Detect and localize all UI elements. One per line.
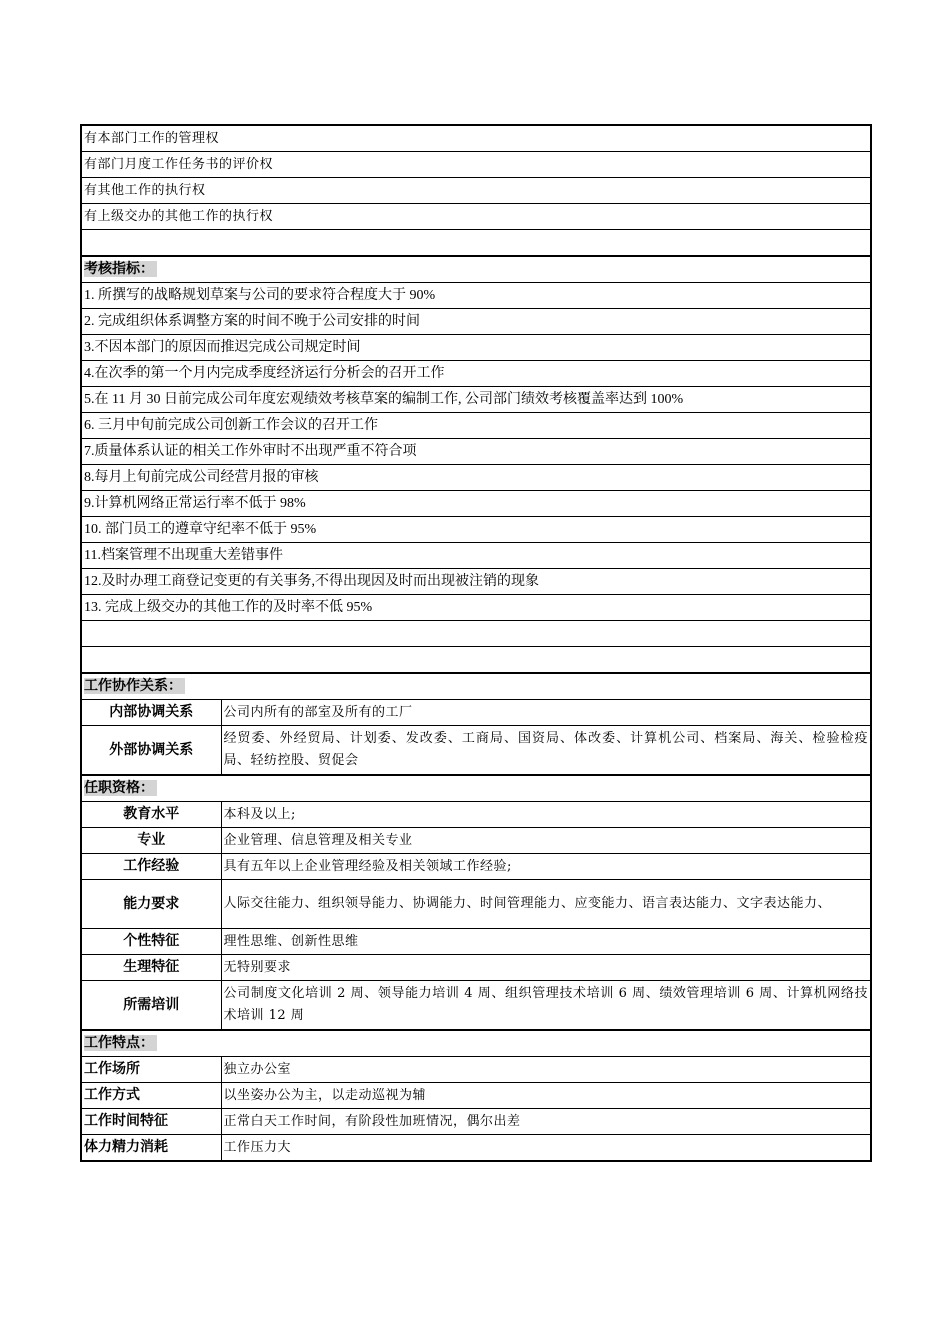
field-label: 能力要求 bbox=[81, 880, 221, 929]
rights-row bbox=[81, 204, 871, 230]
field-value: 本科及以上; bbox=[221, 802, 871, 828]
kpi-row bbox=[81, 413, 871, 439]
qualification-row bbox=[81, 854, 871, 880]
qualification-row bbox=[81, 981, 871, 1031]
kpi-item: 2. 完成组织体系调整方案的时间不晚于公司安排的时间 bbox=[81, 309, 871, 335]
kpi-item: 10. 部门员工的遵章守纪率不低于 95% bbox=[81, 517, 871, 543]
cooperation-row bbox=[81, 700, 871, 726]
right-item: 有其他工作的执行权 bbox=[81, 178, 871, 204]
features-row bbox=[81, 1057, 871, 1083]
qualification-row bbox=[81, 802, 871, 828]
cooperation-section-title-text: 工作协作关系： bbox=[84, 678, 185, 694]
features-section-title bbox=[81, 1030, 871, 1057]
field-value: 企业管理、信息管理及相关专业 bbox=[221, 828, 871, 854]
field-value: 无特别要求 bbox=[221, 955, 871, 981]
rights-row bbox=[81, 178, 871, 204]
field-label: 教育水平 bbox=[81, 802, 221, 828]
blank-cell bbox=[81, 230, 871, 257]
kpi-row bbox=[81, 543, 871, 569]
blank-cell bbox=[81, 647, 871, 674]
field-label: 专业 bbox=[81, 828, 221, 854]
kpi-row bbox=[81, 517, 871, 543]
rights-row bbox=[81, 125, 871, 152]
field-value: 独立办公室 bbox=[221, 1057, 871, 1083]
cooperation-section-title bbox=[81, 673, 871, 700]
kpi-row bbox=[81, 465, 871, 491]
kpi-item: 6. 三月中旬前完成公司创新工作会议的召开工作 bbox=[81, 413, 871, 439]
qualification-row bbox=[81, 880, 871, 929]
kpi-item: 11.档案管理不出现重大差错事件 bbox=[81, 543, 871, 569]
field-value: 公司制度文化培训 2 周、领导能力培训 4 周、组织管理技术培训 6 周、绩效管理培训 6 周、计算机网络技术培训 12 周 bbox=[221, 981, 871, 1031]
blank-cell bbox=[81, 621, 871, 647]
field-label: 生理特征 bbox=[81, 955, 221, 981]
field-value: 人际交往能力、组织领导能力、协调能力、时间管理能力、应变能力、语言表达能力、文字表达能力、 bbox=[221, 880, 871, 929]
kpi-row bbox=[81, 595, 871, 621]
kpi-row bbox=[81, 335, 871, 361]
section-header-row bbox=[81, 1030, 871, 1057]
field-value: 正常白天工作时间，有阶段性加班情况，偶尔出差 bbox=[221, 1109, 871, 1135]
field-value: 工作压力大 bbox=[221, 1135, 871, 1162]
kpi-item: 7.质量体系认证的相关工作外审时不出现严重不符合项 bbox=[81, 439, 871, 465]
field-value: 公司内所有的部室及所有的工厂 bbox=[221, 700, 871, 726]
field-label: 个性特征 bbox=[81, 929, 221, 955]
job-description-sheet bbox=[80, 124, 870, 1162]
field-label: 外部协调关系 bbox=[81, 726, 221, 776]
field-label: 工作经验 bbox=[81, 854, 221, 880]
blank-row bbox=[81, 621, 871, 647]
kpi-item: 9.计算机网络正常运行率不低于 98% bbox=[81, 491, 871, 517]
kpi-row bbox=[81, 309, 871, 335]
kpi-item: 13. 完成上级交办的其他工作的及时率不低 95% bbox=[81, 595, 871, 621]
blank-row bbox=[81, 230, 871, 257]
kpi-row bbox=[81, 387, 871, 413]
job-description-table bbox=[80, 124, 872, 1162]
kpi-section-title bbox=[81, 256, 871, 283]
kpi-item: 12.及时办理工商登记变更的有关事务,不得出现因及时而出现被注销的现象 bbox=[81, 569, 871, 595]
cooperation-row bbox=[81, 726, 871, 776]
field-value: 理性思维、创新性思维 bbox=[221, 929, 871, 955]
field-value: 以坐姿办公为主，以走动巡视为辅 bbox=[221, 1083, 871, 1109]
field-value: 经贸委、外经贸局、计划委、发改委、工商局、国资局、体改委、计算机公司、档案局、海关、检验检疫局、轻纺控股、贸促会 bbox=[221, 726, 871, 776]
qualification-section-title-text: 任职资格： bbox=[84, 780, 157, 796]
features-row bbox=[81, 1083, 871, 1109]
features-row bbox=[81, 1109, 871, 1135]
kpi-item: 8.每月上旬前完成公司经营月报的审核 bbox=[81, 465, 871, 491]
kpi-item: 1. 所撰写的战略规划草案与公司的要求符合程度大于 90% bbox=[81, 283, 871, 309]
features-row bbox=[81, 1135, 871, 1162]
field-label: 工作场所 bbox=[81, 1057, 221, 1083]
kpi-row bbox=[81, 569, 871, 595]
section-header-row bbox=[81, 256, 871, 283]
field-label: 工作方式 bbox=[81, 1083, 221, 1109]
field-label: 内部协调关系 bbox=[81, 700, 221, 726]
right-item: 有部门月度工作任务书的评价权 bbox=[81, 152, 871, 178]
blank-row bbox=[81, 647, 871, 674]
kpi-row bbox=[81, 361, 871, 387]
field-label: 工作时间特征 bbox=[81, 1109, 221, 1135]
qualification-section-title bbox=[81, 775, 871, 802]
qualification-row bbox=[81, 929, 871, 955]
kpi-section-title-text: 考核指标： bbox=[84, 261, 157, 277]
field-value: 具有五年以上企业管理经验及相关领域工作经验; bbox=[221, 854, 871, 880]
section-header-row bbox=[81, 673, 871, 700]
kpi-row bbox=[81, 439, 871, 465]
kpi-item: 3.不因本部门的原因而推迟完成公司规定时间 bbox=[81, 335, 871, 361]
right-item: 有上级交办的其他工作的执行权 bbox=[81, 204, 871, 230]
qualification-row bbox=[81, 828, 871, 854]
rights-row bbox=[81, 152, 871, 178]
kpi-row bbox=[81, 283, 871, 309]
features-section-title-text: 工作特点： bbox=[84, 1035, 157, 1051]
kpi-item: 4.在次季的第一个月内完成季度经济运行分析会的召开工作 bbox=[81, 361, 871, 387]
field-label: 所需培训 bbox=[81, 981, 221, 1031]
field-label: 体力精力消耗 bbox=[81, 1135, 221, 1162]
right-item: 有本部门工作的管理权 bbox=[81, 125, 871, 152]
kpi-item: 5.在 11 月 30 日前完成公司年度宏观绩效考核草案的编制工作, 公司部门绩效考核覆盖率达到 100% bbox=[81, 387, 871, 413]
kpi-row bbox=[81, 491, 871, 517]
section-header-row bbox=[81, 775, 871, 802]
qualification-row bbox=[81, 955, 871, 981]
